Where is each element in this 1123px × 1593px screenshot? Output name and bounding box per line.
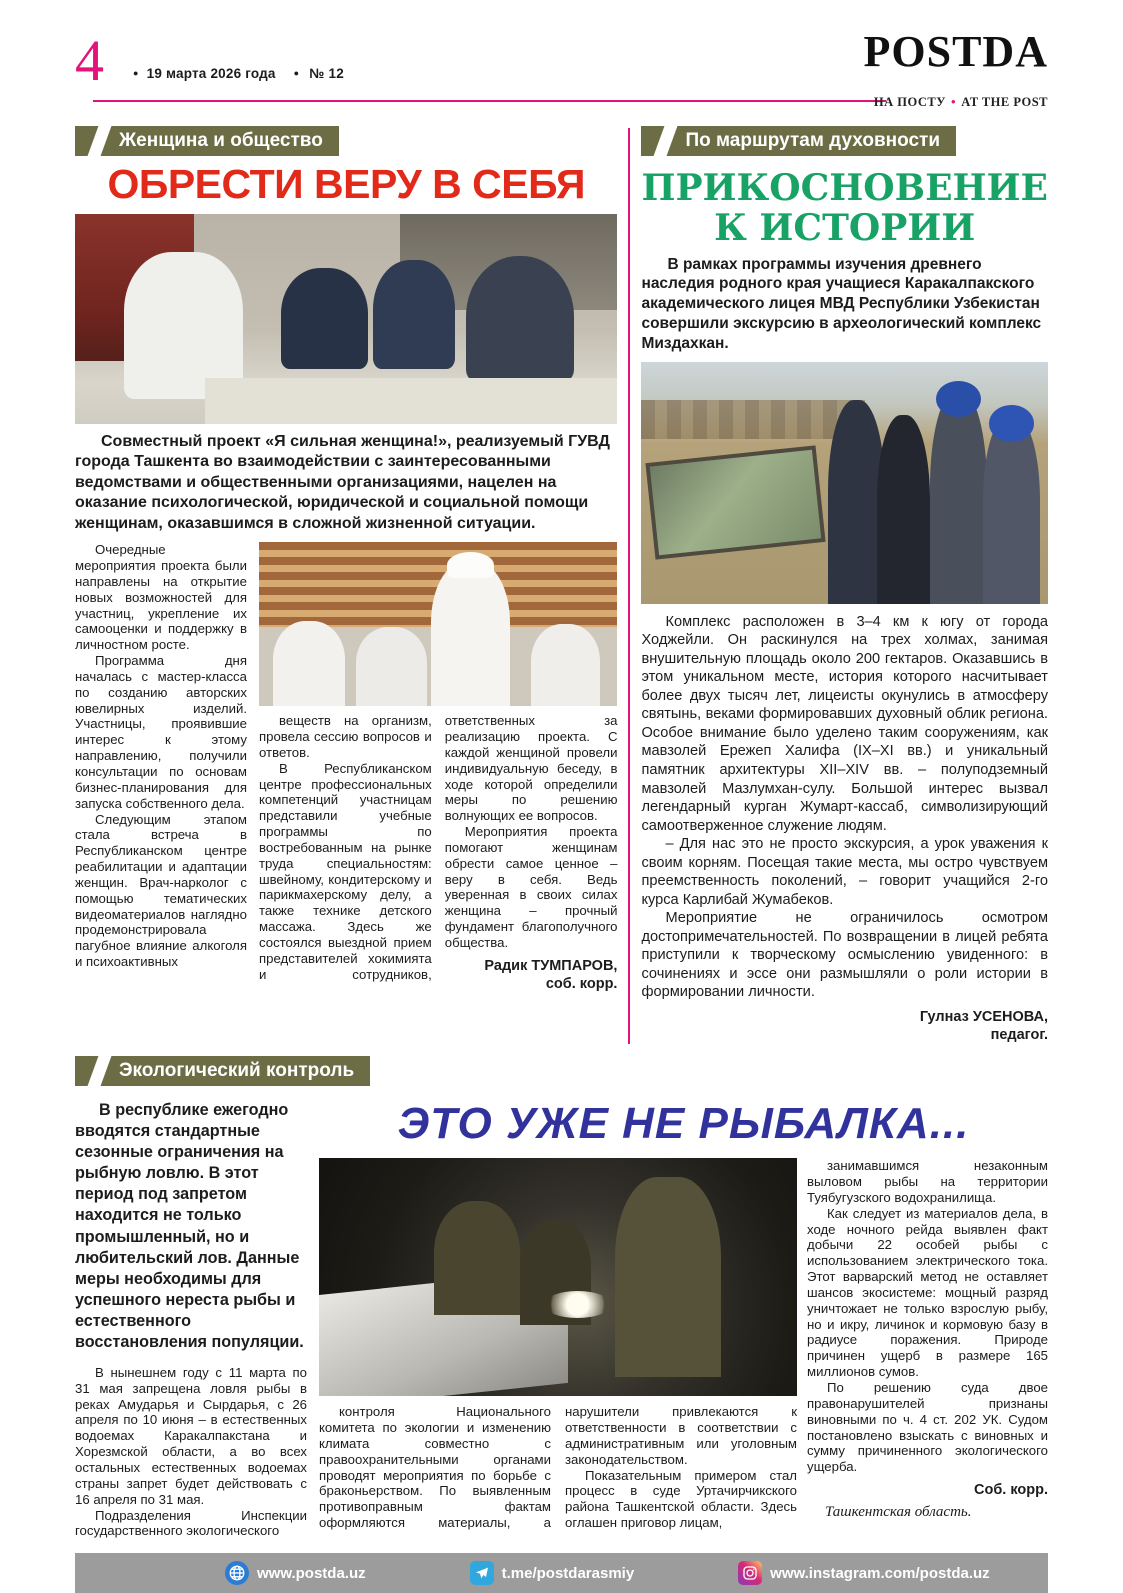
issue-number: № 12 <box>309 66 344 81</box>
article-women-lead <box>75 432 617 534</box>
photo-shape <box>431 562 510 706</box>
excursion-photo <box>641 362 1048 604</box>
training-session-photo <box>259 542 617 706</box>
paragraph: контроля Национального комитета по экологии и изменению климата совместно с правоохранительными органами проводят мероприятия по борьбе с браконьерством. По выявленным противоправным фактам оформляются материалы, а нарушители привлекаются к ответственности в соответствии с административным или уголовным законодательством. <box>319 1404 797 1531</box>
photo-shape <box>983 415 1040 604</box>
article-fishing-intro <box>75 1100 307 1353</box>
article-fishing-right-column <box>807 1158 1048 1531</box>
masthead-sub-left: НА ПОСТУ <box>873 95 946 109</box>
article-fishing-dateline: Ташкентская область. <box>825 1504 972 1521</box>
article-women-headline: ОБРЕСТИ ВЕРУ В СЕБЯ <box>107 161 586 207</box>
night-raid-photo <box>319 1158 797 1396</box>
masthead-title: POSTDA <box>863 27 1048 76</box>
article-history-byline <box>641 1008 1048 1044</box>
article-history-headline <box>641 168 1048 249</box>
byline-name: Гулназ УСЕНОВА, <box>919 1008 1048 1025</box>
photo-shape <box>434 1201 520 1315</box>
paragraph: Следующим этапом стала встреча в Республиканском центре реабилитации и адаптации женщин. Врач-нарколог с помощью тематических видеоматериалов наглядно продемонстрировала пагубное влияние алкоголя и психоактивных <box>75 811 247 970</box>
bullet-icon <box>294 66 300 81</box>
paragraph: – Для нас это не просто экскурсия, а урок уважения к своим корням. Посещая такие места, мы остро чувствуем преемственность поколений, – говорит учащийся 2-го курса Карлибай Жумабеков. <box>641 836 1048 908</box>
article-women-byline <box>445 957 618 993</box>
photo-shape <box>989 405 1034 441</box>
paragraph: веществ на организм, провела сессию вопросов и ответов. <box>259 713 432 760</box>
article-history-body <box>641 613 1048 1044</box>
page-header <box>75 27 1048 112</box>
article-fishing-byline: Соб. корр. <box>973 1482 1048 1499</box>
paragraph: Комплекс расположен в 3–4 км к югу от города Ходжейли. Он раскинулся на трех холмах, занимая внушительную площадь около 200 гектаров. Оказавшись в этом уникальном месте, история которого насчитывает более двух тысяч лет, лицеисты окунулись в атмосферу святынь, веками формировавших духовный облик региона. Особое внимание было уделено таким сооружениям, как мавзолей Ережеп Халифа (IX–XI вв.) и уникальный памятник архитектуры XII–XIV вв. – полуподземный мавзолей Мазлумхан-сулу. Большой интерес вызвал легендарный курган Жумарт-кассаб, символизирующий самоотверженное служение людям. <box>641 613 1048 834</box>
article-women-lead-text: Совместный проект «Я сильная женщина!», реализуемый ГУВД города Ташкента во взаимодействии с заинтересованными ведомствами и общественными организациями, нацелен на оказание психологической, юридической и социальной помощи женщинам, оказавшимся в сложной жизненной ситуации. <box>75 432 610 532</box>
meeting-photo <box>75 214 617 424</box>
footer-telegram-link[interactable] <box>470 1561 635 1585</box>
photo-shape <box>531 624 599 706</box>
article-fishing <box>75 1056 1048 1539</box>
article-fishing-headline: ЭТО УЖЕ НЕ РЫБАЛКА... <box>397 1099 970 1149</box>
photo-shape <box>124 252 243 399</box>
instagram-icon <box>738 1561 762 1585</box>
header-rule <box>93 100 886 102</box>
section-tag-women: Женщина и общество <box>75 126 339 156</box>
paragraph: Очередные мероприятия проекта были направлены на открытие новых возможностей для участниц, укрепление их самооценки и поддержку в личностном росте. <box>75 542 247 653</box>
photo-shape <box>930 391 987 604</box>
footer-telegram-label: t.me/postdarasmiy <box>501 1564 635 1582</box>
photo-shape <box>936 381 981 417</box>
article-women-column-1 <box>75 542 247 993</box>
column-divider <box>628 128 630 1044</box>
telegram-icon <box>470 1561 494 1585</box>
article-history-lead <box>641 255 1048 354</box>
section-tag-spirituality: По маршрутам духовности <box>641 126 956 156</box>
article-fishing-intro-text: В республике ежегодно вводятся стандартные сезонные ограничения на рыбную ловлю. В этот период под запретом находится не только промышленный, но и любительский лов. Данные меры необходимы для успешного нереста рыбы и естественного восстановления популяции. <box>75 1101 304 1351</box>
paragraph: В Республиканском центре профессиональных компетенций участницам представили учебные программы по востребованным на рынке труда специальностям: швейному, кондитерскому и парикмахерскому делу, а также технике детского массажа. Здесь же состоялся выездной прием представителей хокимията и сотрудников, ответственных за реализацию проекта. С каждой женщиной провели индивидуальную беседу, в ходе которой определили меры по решению волнующих ее вопросов. <box>259 713 618 982</box>
headline-line-2: К ИСТОРИИ <box>714 207 976 250</box>
footer-website-label: www.postda.uz <box>257 1564 366 1582</box>
footer-bar <box>75 1553 1048 1593</box>
photo-shape <box>273 621 345 706</box>
footer-website-link[interactable] <box>225 1561 366 1585</box>
article-history-lead-text: В рамках программы изучения древнего наследия родного края учащиеся Каракалпакского академического лицея МВД Республики Узбекистан совершили экскурсию в археологический комплекс Миздахкан. <box>641 255 1042 352</box>
paragraph: занимавшимся незаконным выловом рыбы на территории Туябугузского водохранилища. <box>807 1158 1048 1205</box>
issue-date: 19 марта 2026 года <box>146 66 276 81</box>
paragraph: Как следует из материалов дела, в ходе ночного рейда выявлен факт добычи 22 особей рыбы с использованием электрического тока. Этот варварский метод не оставляет шансов экосистеме: мощный разряд уничтожает не только взрослую рыбу, но и икру, личинок и кормовую базу в радиусе поражения. Природе причинен ущерб в размере 165 миллионов сумов. <box>807 1205 1048 1380</box>
paragraph: Мероприятие не ограничилось осмотром достопримечательностей. По возвращении в лицей ребята приступили к творческому осмыслению увиденного: в сочинениях и эссе они размышляли о роли истории в формировании личности. <box>641 910 1048 1001</box>
paragraph: Показательным примером стал процесс в суде Уртачирчикского района Ташкентской области. Здесь оглашен приговор лицам, <box>565 1467 797 1531</box>
masthead-subtitle <box>874 95 1048 110</box>
top-articles-row <box>75 126 1048 1044</box>
section-tag-ecology: Экологический контроль <box>75 1056 370 1086</box>
article-fishing-multicolumn-text <box>319 1404 797 1531</box>
article-women-columns-2-3 <box>259 542 617 993</box>
photo-shape <box>877 415 930 604</box>
article-women-multicolumn-text <box>259 713 617 993</box>
photo-shape <box>356 627 428 706</box>
photo-shape <box>281 268 368 369</box>
article-women-society <box>75 126 617 1044</box>
article-fishing-left-text <box>75 1365 307 1539</box>
paragraph: Мероприятия проекта помогают женщинам обрести самое ценное – веру в себя. Ведь уверенная в своих силах женщина – прочный фундамент благополучного общества. <box>444 824 618 950</box>
flashlight-glow <box>544 1291 611 1317</box>
photo-shape <box>641 400 865 439</box>
article-history <box>641 126 1048 1044</box>
photo-shape <box>645 445 825 559</box>
article-fishing-left-column <box>75 1100 307 1539</box>
masthead-sub-right: AT THE POST <box>961 95 1048 109</box>
article-women-body <box>75 542 617 993</box>
bullet-icon <box>133 66 139 81</box>
paragraph: В нынешнем году с 11 марта по 31 мая запрещена ловля рыбы в реках Амударья и Сырдарья, с 26 апреля по 10 июня – в естественных водоемах Каракалпакстана и Хорезмской области, а во всех остальных естественных водоемах страны запрет будет действовать с 16 апреля по 31 мая. <box>75 1364 307 1507</box>
photo-shape <box>466 256 574 382</box>
photo-shape <box>447 552 494 578</box>
paragraph: По решению суда двое правонарушителей признаны виновными по ч. 4 ст. 202 УК. Судом постановлено взыскать с виновных и сумму причиненного экологического ущерба. <box>807 1379 1048 1475</box>
footer-instagram-link[interactable] <box>738 1561 989 1585</box>
byline-role: педагог. <box>990 1027 1048 1044</box>
article-fishing-columns <box>319 1158 1048 1531</box>
article-fishing-right-block <box>319 1100 1048 1539</box>
article-fishing-body <box>75 1100 1048 1539</box>
photo-shape <box>373 260 454 369</box>
page-number: 4 <box>75 28 104 93</box>
photo-shape <box>205 378 617 424</box>
footer-instagram-label: www.instagram.com/postda.uz <box>770 1564 990 1582</box>
headline-line-1: ПРИКОСНОВЕНИЕ <box>641 167 1048 209</box>
photo-shape <box>615 1177 720 1377</box>
byline-name: Радик ТУМПАРОВ, <box>484 957 618 974</box>
byline-role: соб. корр. <box>545 975 618 992</box>
globe-icon <box>225 1561 249 1585</box>
bullet-icon <box>946 95 961 109</box>
article-fishing-middle-column <box>319 1158 797 1531</box>
paragraph: Подразделения Инспекции государственного экологического <box>75 1507 307 1539</box>
paragraph: Программа дня началась с мастер-класса по созданию авторских ювелирных изделий. Участницы, проявившие интерес к этому направлению, получили консультации по основам бизнес-планирования для запуска собственного дела. <box>75 653 247 811</box>
issue-date-line <box>133 66 344 81</box>
